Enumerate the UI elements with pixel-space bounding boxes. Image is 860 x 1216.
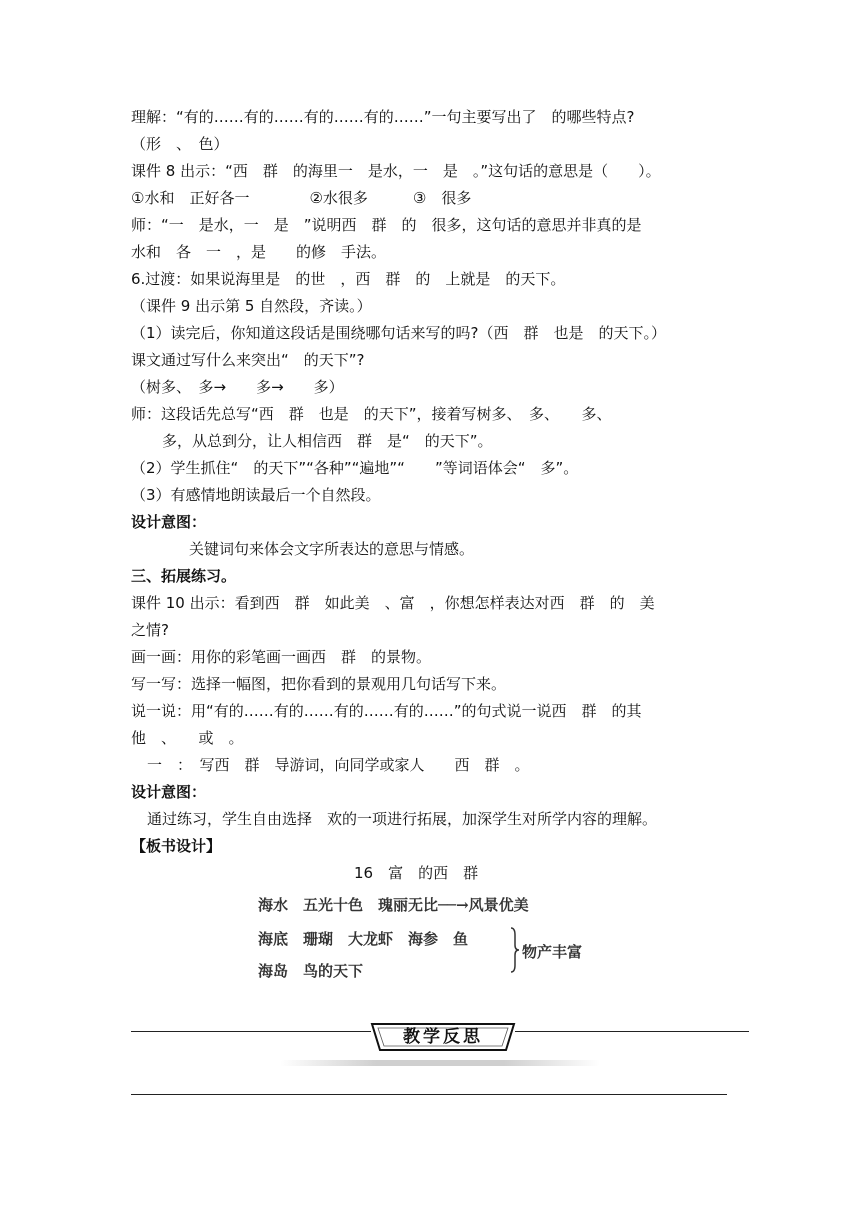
board-design	[258, 890, 618, 985]
text-line: （1）读完后，你知道这段话是围绕哪句话来写的吗?（西 群 也是 的天下。）	[131, 324, 667, 342]
text-line: 课文通过写什么来突出“ 的天下”?	[131, 351, 365, 369]
text-line: 课件 8 出示：“西 群 的海里一 是水，一 是 。”这句话的意思是（ ）。	[131, 162, 661, 180]
text-line: 师：“一 是水，一 是 ”说明西 群 的 很多，这句话的意思并非真的是	[131, 216, 642, 234]
section-heading: 三、拓展练习。	[131, 567, 237, 585]
board-row: 海岛 鸟的天下	[258, 962, 364, 980]
text-line: 说一说：用“有的……有的……有的……有的……”的句式说一说西 群 的其	[131, 702, 642, 720]
section-heading: 设计意图：	[131, 783, 207, 801]
board-conclusion: 物产丰富	[522, 943, 583, 961]
section-heading: 【板书设计】	[131, 837, 222, 855]
text-line: （形 、 色）	[131, 135, 229, 153]
text-line: 关键词句来体会文字所表达的意思与情感。	[189, 540, 475, 558]
text-line: 水和 各 一 ，是 的修 手法。	[131, 243, 387, 261]
divider	[131, 1031, 371, 1032]
text-line: ①水和 正好各一 ②水很多 ③ 很多	[131, 189, 472, 207]
board-title: 16 富 的西 群	[354, 864, 479, 882]
text-line: 多，从总到分，让人相信西 群 是“ 的天下”。	[147, 432, 493, 450]
board-row: 海水 五光十色 瑰丽无比──→风景优美	[258, 896, 529, 914]
text-line: 6.过渡：如果说海里是 的世 ，西 群 的 上就是 的天下。	[131, 270, 566, 288]
text-line: 写一写：选择一幅图，把你看到的景观用几句话写下来。	[131, 675, 507, 693]
text-line: 通过练习，学生自由选择 欢的一项进行拓展，加深学生对所学内容的理解。	[147, 810, 658, 828]
board-row: 海底 珊瑚 大龙虾 海参 鱼	[258, 930, 469, 948]
text-line: 画一画：用你的彩笔画一画西 群 的景物。	[131, 648, 432, 666]
text-line: 他 、 或 。	[131, 729, 244, 747]
reflection-title: 教学反思	[403, 1027, 483, 1047]
text-line: （2）学生抓住“ 的天下”“各种”“遍地”“ ”等词语体会“ 多”。	[131, 459, 579, 477]
text-line: （树多、 多→ 多→ 多）	[131, 378, 344, 396]
badge-shadow	[280, 1060, 600, 1066]
text-line: （3）有感情地朗读最后一个自然段。	[131, 486, 381, 504]
text-line: （课件 9 出示第 5 自然段，齐读。）	[131, 297, 372, 315]
writing-line	[131, 1094, 727, 1095]
text-line: 一 ： 写西 群 导游词，向同学或家人 西 群 。	[147, 756, 530, 774]
divider	[515, 1031, 749, 1032]
section-heading: 设计意图：	[131, 513, 207, 531]
text-line: 课件 10 出示：看到西 群 如此美 、富 ，你想怎样表达对西 群 的 美	[131, 594, 655, 612]
brace-icon	[510, 927, 519, 973]
reflection-badge	[368, 1022, 518, 1052]
document-body	[131, 104, 741, 860]
text-line: 理解：“有的……有的……有的……有的……”一句主要写出了 的哪些特点?	[131, 108, 635, 126]
text-line: 师：这段话先总写“西 群 也是 的天下”，接着写树多、 多、 多、	[131, 405, 612, 423]
text-line: 之情?	[131, 621, 169, 639]
